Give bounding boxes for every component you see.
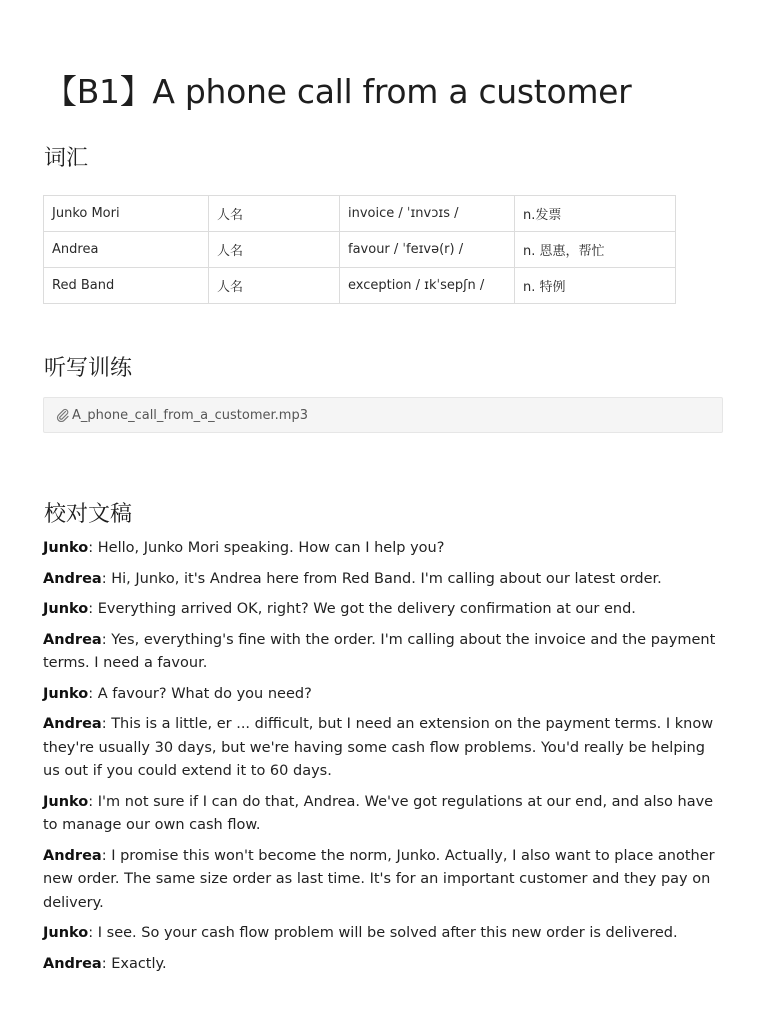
transcript-heading: 校对文稿 [44,502,133,527]
speaker-name: Junko [43,685,89,702]
dialogue-line [43,537,723,561]
table-cell: n. 特例 [515,268,676,304]
dialogue-text: : I see. So your cash flow problem will be solved after this new order is delivered. [88,925,678,941]
speaker-name: Junko [43,793,89,810]
dialogue-line [43,713,723,784]
table-cell: n. 恩惠，帮忙 [515,232,676,268]
vocab-table [43,195,676,304]
paperclip-icon [56,408,70,422]
speaker-name: Junko [43,540,89,556]
dialogue-text: : I'm not sure if I can do that, Andrea. We've got regulations at our end, and also have to manage our own cash flow. [43,793,714,833]
table-row [44,196,676,232]
dialogue-line [43,598,723,622]
table-cell: Red Band [44,268,209,304]
dialogue-text: : Exactly. [101,955,167,972]
dialogue-text: : Everything arrived OK, right? We got the delivery confirmation at our end. [88,601,636,617]
table-cell: 人名 [209,268,340,304]
table-row [44,268,676,304]
speaker-name: Junko [43,601,89,617]
dialogue-line [43,845,723,916]
transcript-body [43,537,723,983]
table-cell: exception / ɪkˈsepʃn / [340,268,515,304]
dialogue-text: : This is a little, er ... difficult, but I need an extension on the payment terms. I know they're usually 30 days, but we're having some cash flow problems. You'd really be helping us out if you could extend it to 60 days. [43,716,714,779]
speaker-name: Andrea [43,631,102,648]
attachment-filename[interactable]: A_phone_call_from_a_customer.mp3 [72,407,308,423]
table-cell: invoice / ˈɪnvɔɪs / [340,196,515,232]
table-cell: 人名 [209,232,340,268]
speaker-name: Andrea [43,955,102,972]
table-cell: 人名 [209,196,340,232]
dialogue-line [43,568,723,592]
dialogue-line [43,922,723,946]
dialogue-line [43,683,723,707]
speaker-name: Andrea [43,716,102,732]
dialogue-text: : I promise this won't become the norm, Junko. Actually, I also want to place another new order. The same size order as last time. It's for an important customer and they pay on delivery. [43,847,715,911]
dialogue-text: : Hello, Junko Mori speaking. How can I help you? [88,540,445,556]
table-cell: n.发票 [515,196,676,232]
vocab-heading: 词汇 [44,146,89,171]
dialogue-text: : Yes, everything's fine with the order. I'm calling about the invoice and the payment terms. I need a favour. [43,631,716,671]
table-cell: favour / ˈfeɪvə(r) / [340,232,515,268]
audio-attachment[interactable] [43,397,723,433]
dialogue-line [43,953,723,977]
table-row [44,232,676,268]
speaker-name: Andrea [43,570,102,587]
table-cell: Junko Mori [44,196,209,232]
dialogue-line [43,629,723,676]
dialogue-line [43,791,723,838]
speaker-name: Andrea [43,847,102,864]
dialogue-text: : Hi, Junko, it's Andrea here from Red Band. I'm calling about our latest order. [101,570,662,587]
speaker-name: Junko [43,925,89,941]
dialogue-text: : A favour? What do you need? [88,685,312,702]
dictation-heading: 听写训练 [44,356,133,381]
page-title: 【B1】A phone call from a customer [44,72,632,111]
table-cell: Andrea [44,232,209,268]
